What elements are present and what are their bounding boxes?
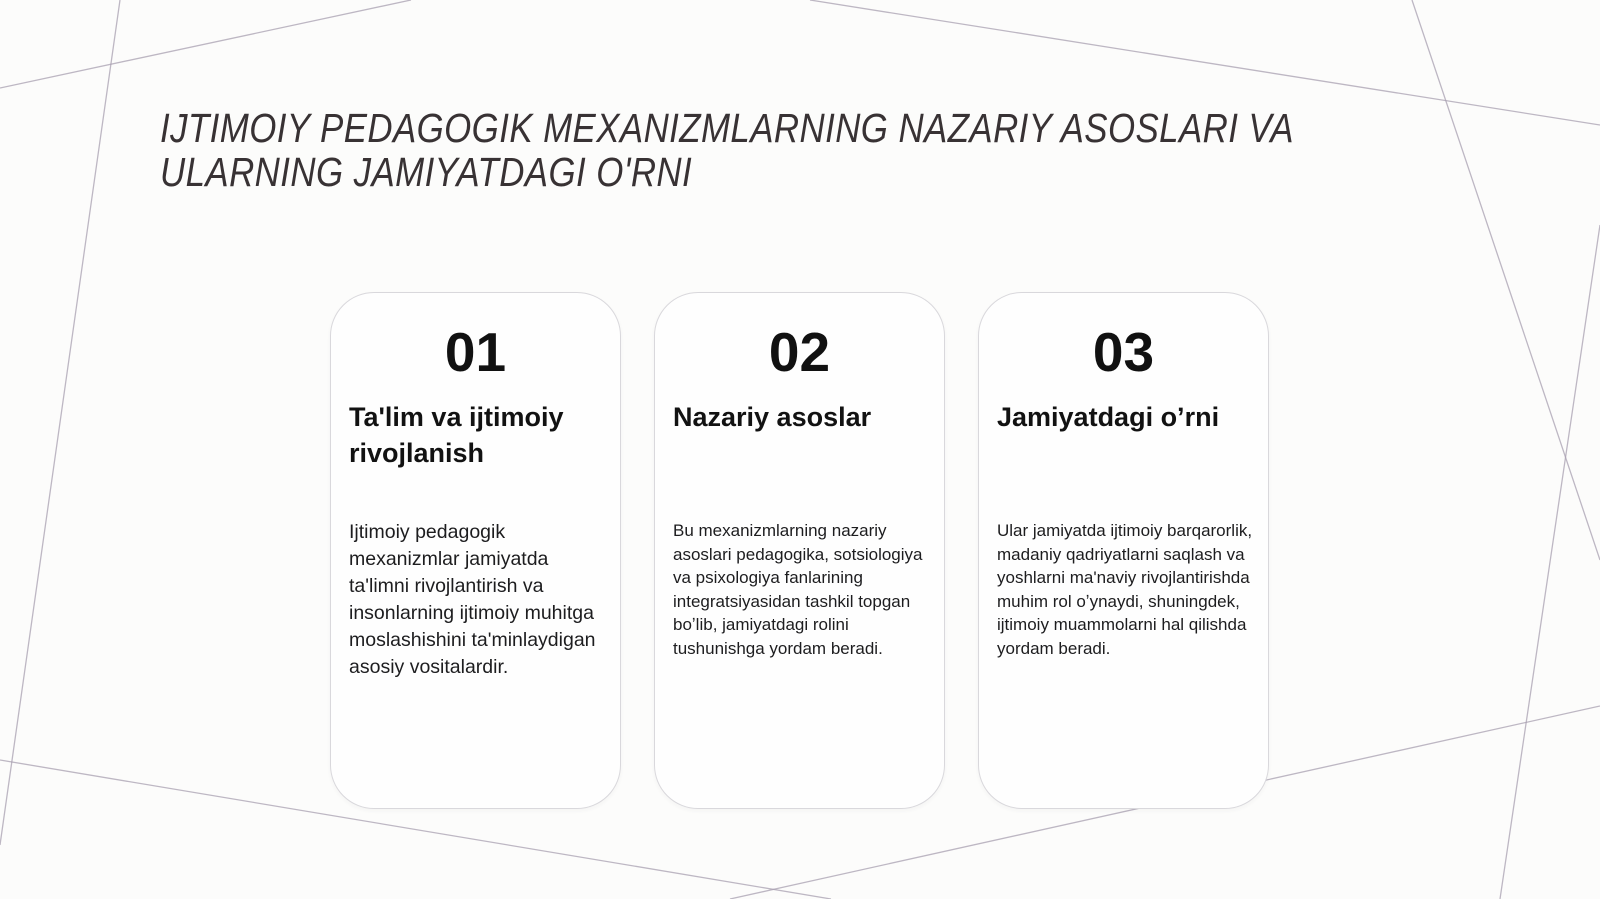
cards-row [330, 292, 1269, 809]
card-body-text: Ular jamiyatda ijtimoiy barqarorlik, madaniy qadriyatlarni saqlash va yoshlarni ma'naviy rivojlantirishda muhim rol oʼynaydi, shuningdek, ijtimoiy muammolarni hal qilishda yordam beradi. [997, 521, 1253, 658]
decorative-line [1500, 225, 1600, 899]
card-heading: Nazariy asoslar [673, 402, 872, 432]
decorative-line [1412, 0, 1600, 560]
card-heading: Ta'lim va ijtimoiy rivojlanish [349, 402, 564, 468]
card-number: 02 [768, 321, 831, 383]
card-body-text: Bu mexanizmlarning nazariy asoslari pedagogika, sotsiologiya va psixologiya fanlarining integratsiyasidan tashkil topgan boʼlib, jamiyatdagi rolini tushunishga yordam beradi. [673, 521, 923, 658]
slide-title [160, 106, 1294, 195]
decorative-line [0, 0, 120, 845]
card-body-text: Ijtimoiy pedagogik mexanizmlar jamiyatda ta'limni rivojlantirish va insonlarning ijtimoiy muhitga moslashishini ta'minlaydigan asosiy vositalardir. [349, 521, 596, 678]
card-number: 01 [444, 321, 507, 383]
decorative-line [0, 0, 411, 88]
card-nazariy-asoslar [654, 292, 945, 809]
card-jamiyatdagi-orni [978, 292, 1269, 809]
card-heading: Jamiyatdagi oʼrni [997, 402, 1220, 432]
slide-title-line-2: ULARNING JAMIYATDAGI O'RNI [160, 149, 693, 196]
slide-title-line-1: IJTIMOIY PEDAGOGIK MEXANIZMLARNING NAZARIY ASOSLARI VA [160, 105, 1294, 151]
card-talim-va-ijtimoiy-rivojlanish [330, 292, 621, 809]
card-number: 03 [1092, 321, 1155, 383]
